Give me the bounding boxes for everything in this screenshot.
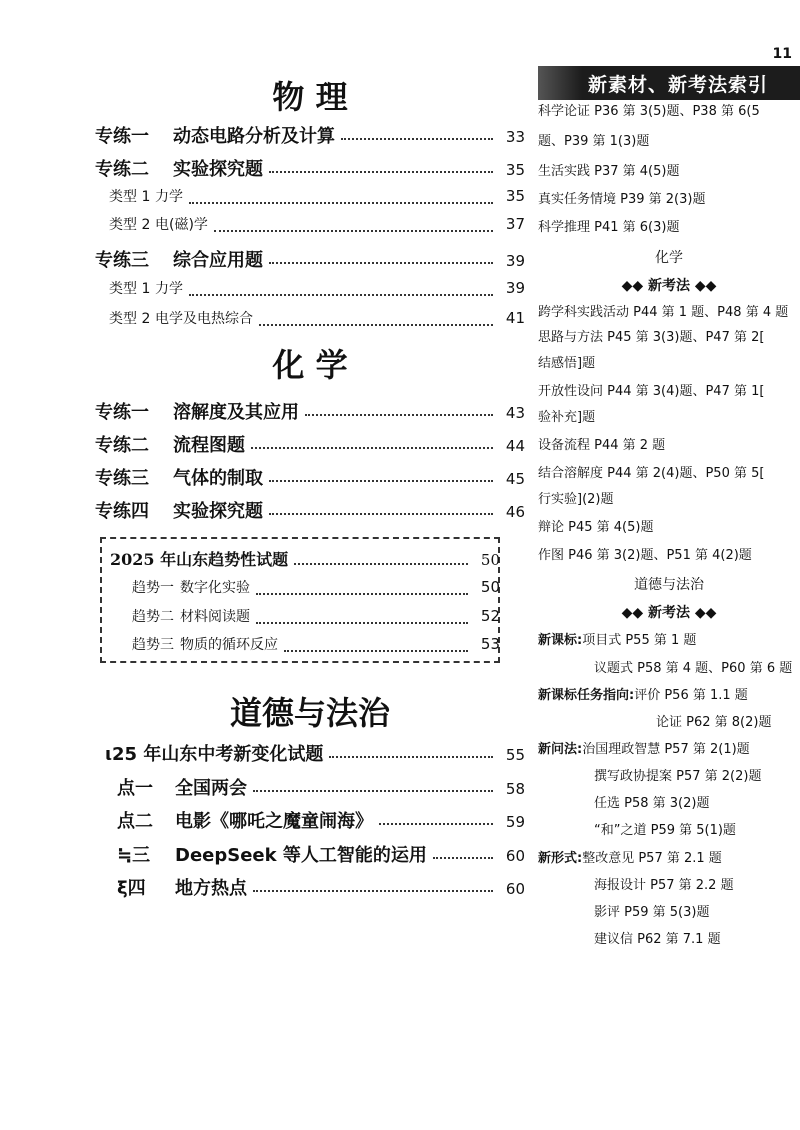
index-line: 结合溶解度 P44 第 2(4)题、P50 第 5[ <box>538 466 765 481</box>
leader-dots <box>269 480 493 482</box>
toc-row[interactable] <box>95 214 525 240</box>
index-line-text: 撰写政协提案 P57 第 2(2)题 <box>594 769 762 784</box>
index-line: 生活实践 P37 第 4(5)题 <box>538 164 680 179</box>
toc-row[interactable] <box>95 246 525 272</box>
index-line <box>594 794 709 814</box>
toc-label: ≒三 <box>117 845 151 866</box>
toc-label: 专练一 <box>95 126 149 147</box>
toc-page: 39 <box>505 252 525 270</box>
toc-title: 数字化实验 <box>180 580 250 596</box>
leader-dots <box>253 790 493 792</box>
leader-dots <box>214 230 493 232</box>
index-line: 作图 P46 第 3(2)题、P51 第 4(2)题 <box>538 548 752 563</box>
toc-title: 动态电路分析及计算 <box>173 126 335 147</box>
leader-dots <box>253 890 493 892</box>
toc-title: 地方热点 <box>175 878 247 899</box>
toc-page: 50 <box>480 578 500 596</box>
index-line-text: 建议信 P62 第 7.1 题 <box>594 932 721 947</box>
toc-title: 实验探究题 <box>173 159 263 180</box>
leader-dots <box>294 563 468 565</box>
toc-title: 电学及电热综合 <box>155 311 253 327</box>
morality-section-title: 道德与法治 <box>229 694 390 732</box>
toc-page: 55 <box>505 746 525 764</box>
trend-questions-box <box>100 537 500 663</box>
toc-page: 37 <box>505 215 525 233</box>
toc-page: 53 <box>480 635 500 653</box>
index-line-text: 整改意见 P57 第 2.1 题 <box>582 851 722 866</box>
index-line: 跨学科实践活动 P44 第 1 题、P48 第 4 题 <box>538 305 789 320</box>
index-line-text: 议题式 P58 第 4 题、P60 第 6 题 <box>594 661 793 676</box>
index-line: 思路与方法 P45 第 3(3)题、P47 第 2[ <box>538 330 765 345</box>
toc-label: 趋势二 <box>132 609 174 625</box>
index-line-head: 新问法: <box>538 742 583 757</box>
toc-title: 全国两会 <box>175 778 247 799</box>
toc-label: 点二 <box>117 811 153 832</box>
index-chem-subheading: ◆◆ 新考法 ◆◆ <box>621 278 717 294</box>
index-line: 行实验](2)题 <box>538 492 614 507</box>
index-moral-subheading: ◆◆ 新考法 ◆◆ <box>621 605 717 621</box>
toc-label: 专练三 <box>95 250 149 271</box>
toc-label: 趋势一 <box>132 580 174 596</box>
index-line <box>594 659 792 679</box>
page-corner-number: 11 <box>772 46 792 62</box>
leader-dots <box>305 414 493 416</box>
toc-label: 类型 2 <box>109 311 151 327</box>
toc-row[interactable] <box>110 634 500 660</box>
toc-title: ι25 年山东中考新变化试题 <box>105 744 324 765</box>
leader-dots <box>269 171 493 173</box>
toc-title: 电影《哪吒之魔童闹海》 <box>175 811 373 832</box>
index-line-head: 新形式: <box>538 851 583 866</box>
toc-page: 43 <box>505 404 525 422</box>
toc-row[interactable] <box>110 547 500 573</box>
index-line <box>594 821 736 841</box>
toc-page: 60 <box>505 880 525 898</box>
toc-label: 专练四 <box>95 501 149 522</box>
chemistry-section-title: 化 学 <box>272 346 348 384</box>
toc-row[interactable] <box>117 774 525 800</box>
toc-row[interactable] <box>95 278 525 304</box>
toc-row[interactable] <box>110 606 500 632</box>
index-line-head: 新课标: <box>538 633 583 648</box>
index-line: 辩论 P45 第 4(5)题 <box>538 520 654 535</box>
index-line <box>656 713 771 733</box>
toc-page: 44 <box>505 437 525 455</box>
toc-title: 溶解度及其应用 <box>173 402 299 423</box>
toc-row[interactable] <box>95 398 525 424</box>
toc-title: DeepSeek 等人工智能的运用 <box>175 845 427 866</box>
toc-page: 41 <box>505 309 525 327</box>
leader-dots <box>256 593 468 595</box>
toc-title: 物质的循环反应 <box>180 637 278 653</box>
index-line <box>538 740 750 760</box>
index-line-text: 评价 P56 第 1.1 题 <box>634 688 748 703</box>
index-line <box>538 631 696 651</box>
leader-dots <box>284 650 468 652</box>
index-line-text: “和”之道 P59 第 5(1)题 <box>594 823 736 838</box>
index-line-text: 影评 P59 第 5(3)题 <box>594 905 710 920</box>
index-line-text: 论证 P62 第 8(2)题 <box>656 715 772 730</box>
leader-dots <box>329 756 493 758</box>
physics-section-title: 物 理 <box>272 78 348 116</box>
toc-row[interactable] <box>95 431 525 457</box>
leader-dots <box>269 262 493 264</box>
toc-page: 46 <box>505 503 525 521</box>
toc-title: 2025 年山东趋势性试题 <box>110 550 289 569</box>
toc-row[interactable] <box>95 497 525 523</box>
leader-dots <box>251 447 493 449</box>
toc-page: 35 <box>505 187 525 205</box>
toc-label: 类型 1 <box>109 189 151 205</box>
toc-label: 类型 1 <box>109 281 151 297</box>
toc-page: 59 <box>505 813 525 831</box>
toc-title: 流程图题 <box>173 435 245 456</box>
toc-label: 点一 <box>117 778 153 799</box>
toc-row[interactable] <box>95 122 525 148</box>
toc-page: 39 <box>505 279 525 297</box>
leader-dots <box>269 513 493 515</box>
toc-row[interactable] <box>95 464 525 490</box>
toc-row[interactable] <box>117 874 525 900</box>
toc-label: 专练二 <box>95 435 149 456</box>
leader-dots <box>189 294 493 296</box>
index-line <box>538 686 748 706</box>
index-line-text: 任选 P58 第 3(2)题 <box>594 796 710 811</box>
index-line: 科学推理 P41 第 6(3)题 <box>538 220 680 235</box>
index-chem-heading: 化学 <box>655 250 683 266</box>
index-line <box>538 849 722 869</box>
toc-label: 类型 2 <box>109 217 151 233</box>
index-line-text: 海报设计 P57 第 2.2 题 <box>594 878 734 893</box>
toc-row[interactable] <box>105 740 525 766</box>
toc-label: 专练三 <box>95 468 149 489</box>
toc-title: 电(磁)学 <box>155 217 208 233</box>
index-line <box>594 930 721 950</box>
index-line: 开放性设问 P44 第 3(4)题、P47 第 1[ <box>538 384 765 399</box>
index-banner <box>538 66 800 100</box>
toc-page: 50 <box>480 551 500 569</box>
index-line <box>594 903 709 923</box>
index-line: 题、P39 第 1(3)题 <box>538 134 650 149</box>
banner-shade <box>538 66 582 100</box>
toc-label: 专练一 <box>95 402 149 423</box>
index-line: 真实任务情境 P39 第 2(3)题 <box>538 192 706 207</box>
toc-label: ξ四 <box>117 878 146 899</box>
index-line-text: 治国理政智慧 P57 第 2(1)题 <box>582 742 750 757</box>
toc-title: 材料阅读题 <box>180 609 250 625</box>
toc-row[interactable] <box>117 807 525 833</box>
index-line-head: 新课标任务指向: <box>538 688 635 703</box>
toc-title: 力学 <box>155 281 183 297</box>
leader-dots <box>189 202 493 204</box>
index-banner-title: 新素材、新考法索引 <box>588 73 769 96</box>
toc-row[interactable] <box>117 841 525 867</box>
index-line: 验补充]题 <box>538 410 596 425</box>
index-line <box>594 876 734 896</box>
toc-page: 45 <box>505 470 525 488</box>
toc-title: 力学 <box>155 189 183 205</box>
toc-row[interactable] <box>95 308 525 334</box>
leader-dots <box>256 622 468 624</box>
index-line: 设备流程 P44 第 2 题 <box>538 438 666 453</box>
toc-title: 气体的制取 <box>173 468 263 489</box>
toc-page: 60 <box>505 847 525 865</box>
toc-row[interactable] <box>95 155 525 181</box>
toc-row[interactable] <box>110 577 500 603</box>
index-line <box>594 767 761 787</box>
index-line: 科学论证 P36 第 3(5)题、P38 第 6(5 <box>538 104 760 119</box>
leader-dots <box>341 138 493 140</box>
toc-label: 趋势三 <box>132 637 174 653</box>
toc-row[interactable] <box>95 186 525 212</box>
toc-page: 33 <box>505 128 525 146</box>
leader-dots <box>379 823 493 825</box>
toc-title: 综合应用题 <box>173 250 263 271</box>
toc-page: 58 <box>505 780 525 798</box>
toc-label: 专练二 <box>95 159 149 180</box>
toc-title: 实验探究题 <box>173 501 263 522</box>
leader-dots <box>433 857 493 859</box>
index-line: 结感悟]题 <box>538 356 596 371</box>
leader-dots <box>259 324 493 326</box>
toc-page: 52 <box>480 607 500 625</box>
index-moral-heading: 道德与法治 <box>634 577 704 593</box>
toc-page: 35 <box>505 161 525 179</box>
index-line-text: 项目式 P55 第 1 题 <box>582 633 697 648</box>
